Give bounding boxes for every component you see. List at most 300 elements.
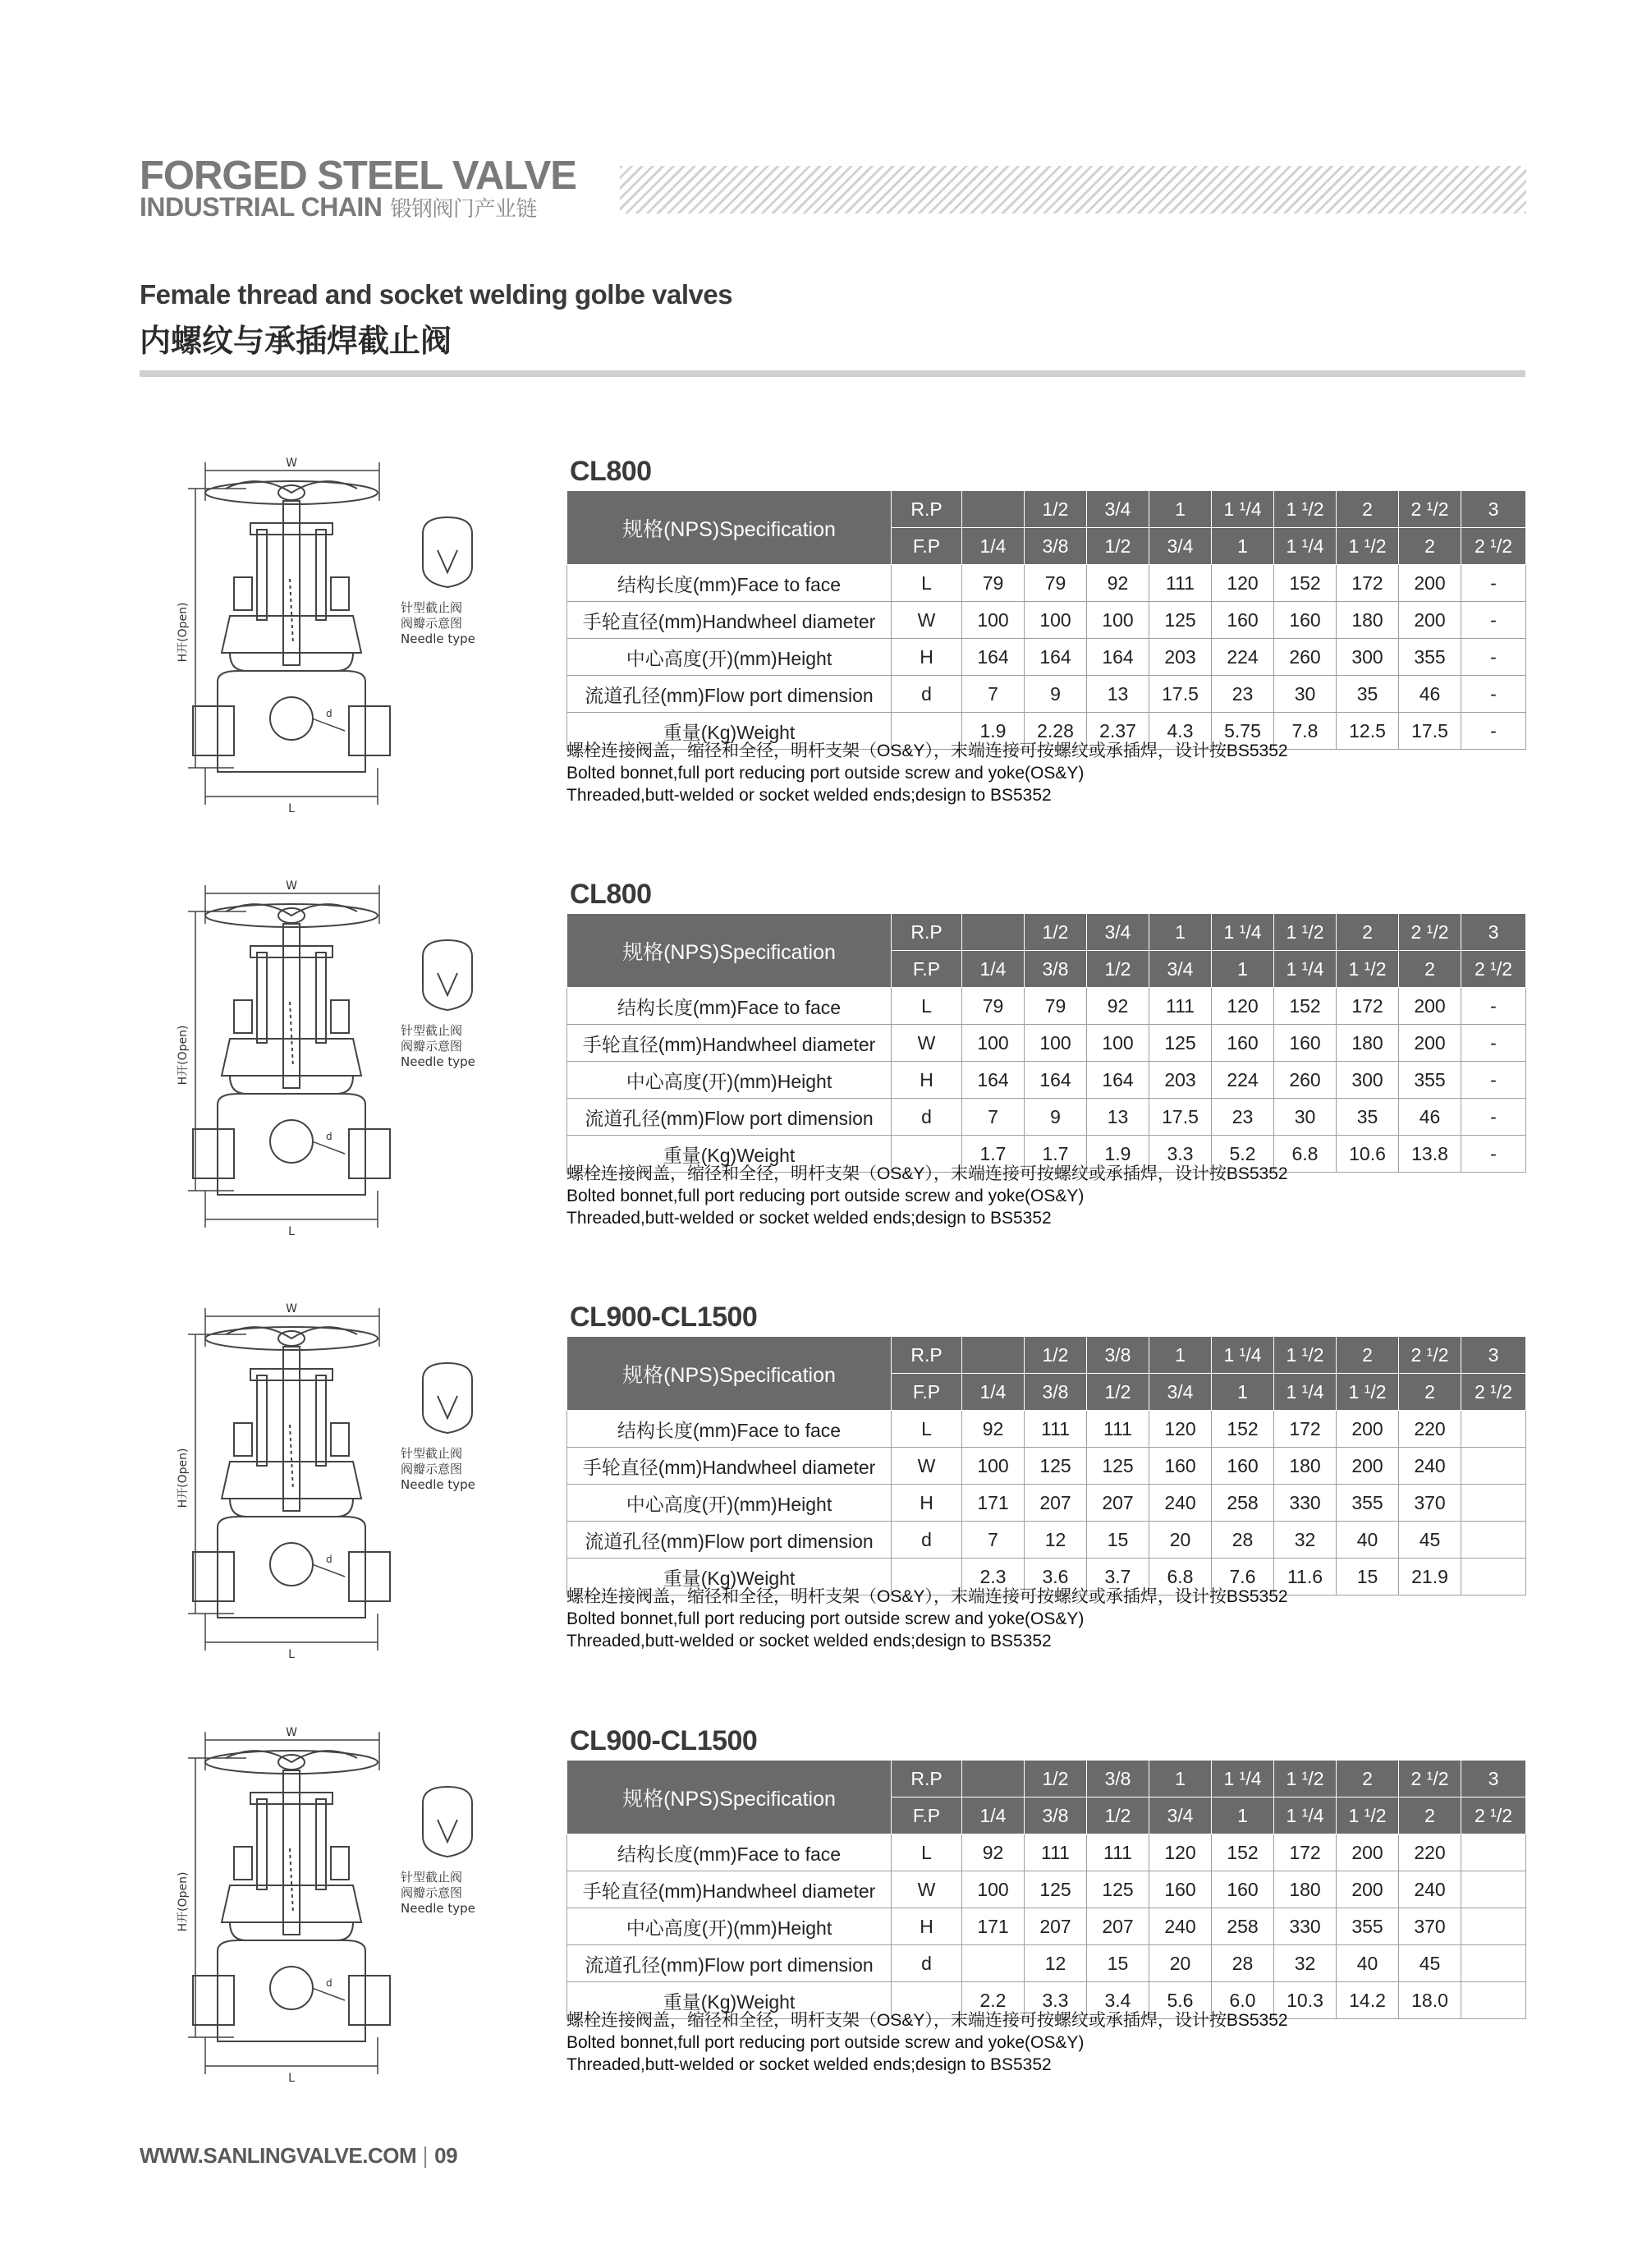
dim-l-label: L	[288, 802, 295, 815]
note-line-en2: Threaded,butt-welded or socket welded ends;design to BS5352	[566, 1632, 1052, 1650]
rp-size-cell	[962, 1761, 1025, 1797]
value-cell: 180	[1274, 1448, 1337, 1485]
note-line-cn: 螺栓连接阀盖，缩径和全径，明杆支架（OS&Y），末端连接可按螺纹或承插焊，设计按BS5352	[566, 2011, 1288, 2030]
rp-size-cell: 3	[1461, 914, 1526, 951]
pressure-class-title: CL800	[570, 456, 652, 487]
rp-size-cell: 2	[1337, 491, 1399, 528]
header-row-rp	[567, 1761, 1526, 1797]
rp-size-cell: 1 ¹/2	[1274, 491, 1337, 528]
table-row	[567, 1025, 1526, 1062]
fp-size-cell: 2 ¹/2	[1461, 1797, 1526, 1834]
fp-size-cell: 1/4	[962, 951, 1025, 988]
row-symbol-cell: d	[892, 1522, 962, 1559]
value-cell: 171	[962, 1908, 1025, 1945]
value-cell: 1.7	[962, 1136, 1025, 1173]
value-cell: 152	[1274, 565, 1337, 602]
value-cell: 6.0	[1212, 1982, 1274, 2019]
value-cell: 7.6	[1212, 1559, 1274, 1595]
value-cell: 355	[1337, 1908, 1399, 1945]
footer	[140, 2143, 457, 2169]
value-cell: 10.6	[1337, 1136, 1399, 1173]
row-symbol-cell: d	[892, 1945, 962, 1982]
value-cell: 46	[1399, 1099, 1461, 1136]
table-row	[567, 1448, 1526, 1485]
value-cell: 15	[1087, 1522, 1149, 1559]
dim-w-label: W	[286, 879, 297, 893]
value-cell: 125	[1087, 1448, 1149, 1485]
dim-l-label: L	[288, 1648, 295, 1661]
fp-label-cell: F.P	[892, 951, 962, 988]
fp-size-cell: 1 ¹/2	[1337, 951, 1399, 988]
rp-size-cell: 2	[1337, 914, 1399, 951]
value-cell: 45	[1399, 1522, 1461, 1559]
spec-block-1	[0, 456, 1642, 866]
value-cell: -	[1461, 1025, 1526, 1062]
value-cell: 200	[1337, 1448, 1399, 1485]
rp-size-cell: 3/4	[1087, 914, 1149, 951]
fp-size-cell: 1	[1212, 951, 1274, 988]
fp-size-cell: 1 ¹/2	[1337, 1797, 1399, 1834]
value-cell: 79	[1025, 988, 1087, 1025]
rp-size-cell: 3/8	[1087, 1337, 1149, 1374]
row-symbol-cell: W	[892, 602, 962, 639]
page-number: 09	[434, 2143, 458, 2168]
spec-header-cell: 规格(NPS)Specification	[567, 1761, 892, 1834]
value-cell: 2.2	[962, 1982, 1025, 2019]
value-cell: 160	[1149, 1871, 1212, 1908]
fp-size-cell: 3/8	[1025, 528, 1087, 565]
value-cell: 260	[1274, 1062, 1337, 1099]
value-cell	[962, 1945, 1025, 1982]
value-cell: 2.28	[1025, 713, 1087, 750]
value-cell: 172	[1337, 988, 1399, 1025]
header-subtitle-cn: 锻钢阀门产业链	[390, 196, 537, 221]
value-cell: 5.6	[1149, 1982, 1212, 2019]
value-cell: 160	[1212, 1448, 1274, 1485]
row-label-cell: 重量(Kg)Weight	[567, 1559, 892, 1595]
value-cell: 23	[1212, 1099, 1274, 1136]
dim-h-label: H开(Open)	[177, 1448, 190, 1508]
row-label-cell: 中心高度(开)(mm)Height	[567, 639, 892, 676]
rp-size-cell: 1/2	[1025, 914, 1087, 951]
value-cell: 6.8	[1274, 1136, 1337, 1173]
value-cell: 32	[1274, 1945, 1337, 1982]
value-cell: 100	[1025, 602, 1087, 639]
value-cell: 300	[1337, 639, 1399, 676]
fp-size-cell: 2 ¹/2	[1461, 951, 1526, 988]
fp-size-cell: 1/2	[1087, 528, 1149, 565]
value-cell: -	[1461, 639, 1526, 676]
fp-label-cell: F.P	[892, 1374, 962, 1411]
rp-size-cell: 2 ¹/2	[1399, 914, 1461, 951]
table-row	[567, 988, 1526, 1025]
fp-size-cell: 2	[1399, 951, 1461, 988]
spec-header-cell: 规格(NPS)Specification	[567, 491, 892, 565]
value-cell: 3.7	[1087, 1559, 1149, 1595]
fp-size-cell: 3/4	[1149, 951, 1212, 988]
value-cell: 79	[962, 988, 1025, 1025]
note-line-cn: 螺栓连接阀盖，缩径和全径，明杆支架（OS&Y），末端连接可按螺纹或承插焊，设计按BS5352	[566, 741, 1288, 760]
value-cell: 111	[1087, 1834, 1149, 1871]
fp-size-cell: 1/4	[962, 1374, 1025, 1411]
value-cell: 164	[962, 1062, 1025, 1099]
value-cell: 180	[1337, 602, 1399, 639]
value-cell: 152	[1212, 1411, 1274, 1448]
note-line-cn: 螺栓连接阀盖，缩径和全径，明杆支架（OS&Y），末端连接可按螺纹或承插焊，设计按BS5352	[566, 1164, 1288, 1183]
value-cell: -	[1461, 565, 1526, 602]
value-cell	[1461, 1485, 1526, 1522]
fp-size-cell: 1 ¹/4	[1274, 1797, 1337, 1834]
row-label-cell: 手轮直径(mm)Handwheel diameter	[567, 1871, 892, 1908]
spec-table	[566, 1760, 1526, 2019]
row-symbol-cell: L	[892, 565, 962, 602]
value-cell: 4.3	[1149, 713, 1212, 750]
fp-size-cell: 1	[1212, 1797, 1274, 1834]
rp-size-cell: 2	[1337, 1761, 1399, 1797]
value-cell: 20	[1149, 1522, 1212, 1559]
fp-size-cell: 1 ¹/2	[1337, 1374, 1399, 1411]
rp-size-cell: 3	[1461, 1761, 1526, 1797]
fp-size-cell: 1	[1212, 1374, 1274, 1411]
footer-separator	[424, 2146, 426, 2168]
rp-size-cell: 3	[1461, 1337, 1526, 1374]
table-row	[567, 1411, 1526, 1448]
value-cell: 207	[1087, 1485, 1149, 1522]
value-cell: 111	[1025, 1411, 1087, 1448]
section-title-en: Female thread and socket welding golbe valves	[140, 279, 733, 310]
fp-size-cell: 3/8	[1025, 951, 1087, 988]
value-cell: 18.0	[1399, 1982, 1461, 2019]
fp-size-cell: 1	[1212, 528, 1274, 565]
value-cell: 164	[1025, 639, 1087, 676]
fp-size-cell: 3/8	[1025, 1374, 1087, 1411]
spec-block-3	[0, 1302, 1642, 1712]
value-cell: 79	[1025, 565, 1087, 602]
row-symbol-cell: W	[892, 1448, 962, 1485]
row-symbol-cell: H	[892, 1485, 962, 1522]
fp-size-cell: 1 ¹/2	[1337, 528, 1399, 565]
value-cell: 125	[1025, 1871, 1087, 1908]
value-cell	[1461, 1945, 1526, 1982]
value-cell: 207	[1087, 1908, 1149, 1945]
value-cell: 3.3	[1025, 1982, 1087, 2019]
value-cell: 355	[1399, 639, 1461, 676]
value-cell	[1461, 1522, 1526, 1559]
needle-label-cn2: 阀瓣示意图	[401, 616, 463, 631]
fp-size-cell: 1/4	[962, 528, 1025, 565]
value-cell: 160	[1212, 602, 1274, 639]
rp-size-cell: 3/4	[1087, 491, 1149, 528]
rp-size-cell: 3/8	[1087, 1761, 1149, 1797]
fp-size-cell: 1 ¹/4	[1274, 528, 1337, 565]
rp-size-cell: 1 ¹/4	[1212, 1337, 1274, 1374]
value-cell: 92	[1087, 988, 1149, 1025]
value-cell: 12	[1025, 1945, 1087, 1982]
value-cell	[1461, 1411, 1526, 1448]
row-label-cell: 结构长度(mm)Face to face	[567, 565, 892, 602]
dim-l-label: L	[288, 1225, 295, 1238]
table-row	[567, 1522, 1526, 1559]
needle-label-cn1: 针型截止阀	[401, 600, 463, 615]
fp-size-cell: 2	[1399, 528, 1461, 565]
rp-label-cell: R.P	[892, 1761, 962, 1797]
value-cell: 224	[1212, 1062, 1274, 1099]
value-cell: 92	[962, 1411, 1025, 1448]
needle-label-en: Needle type	[401, 1901, 475, 1916]
value-cell: 125	[1025, 1448, 1087, 1485]
row-label-cell: 手轮直径(mm)Handwheel diameter	[567, 602, 892, 639]
value-cell: 180	[1274, 1871, 1337, 1908]
value-cell: 92	[962, 1834, 1025, 1871]
spec-table	[566, 913, 1526, 1173]
value-cell: 152	[1212, 1834, 1274, 1871]
row-label-cell: 手轮直径(mm)Handwheel diameter	[567, 1025, 892, 1062]
value-cell: -	[1461, 1062, 1526, 1099]
dim-w-label: W	[286, 1726, 297, 1739]
value-cell: -	[1461, 676, 1526, 713]
table-row	[567, 1871, 1526, 1908]
row-label-cell: 结构长度(mm)Face to face	[567, 1834, 892, 1871]
rp-label-cell: R.P	[892, 1337, 962, 1374]
value-cell: 200	[1399, 565, 1461, 602]
spec-table	[566, 1336, 1526, 1595]
value-cell: 171	[962, 1485, 1025, 1522]
pressure-class-title: CL800	[570, 879, 652, 910]
value-cell: -	[1461, 713, 1526, 750]
value-cell	[1461, 1834, 1526, 1871]
row-symbol-cell: H	[892, 639, 962, 676]
value-cell: 111	[1087, 1411, 1149, 1448]
fp-size-cell: 1/2	[1087, 1374, 1149, 1411]
value-cell: 220	[1399, 1834, 1461, 1871]
value-cell	[1461, 1871, 1526, 1908]
value-cell: 100	[962, 1025, 1025, 1062]
value-cell: 370	[1399, 1908, 1461, 1945]
table-row	[567, 676, 1526, 713]
value-cell: 100	[962, 1871, 1025, 1908]
value-cell: 20	[1149, 1945, 1212, 1982]
value-cell: 5.2	[1212, 1136, 1274, 1173]
value-cell: 240	[1399, 1448, 1461, 1485]
note-line-en1: Bolted bonnet,full port reducing port outside screw and yoke(OS&Y)	[566, 2033, 1085, 2052]
value-cell: 40	[1337, 1522, 1399, 1559]
fp-label-cell: F.P	[892, 1797, 962, 1834]
fp-size-cell: 3/4	[1149, 528, 1212, 565]
fp-label-cell: F.P	[892, 528, 962, 565]
needle-label-en: Needle type	[401, 1477, 475, 1492]
value-cell: 220	[1399, 1411, 1461, 1448]
value-cell: 160	[1212, 1871, 1274, 1908]
valve-drawing	[168, 879, 497, 1248]
row-label-cell: 重量(Kg)Weight	[567, 713, 892, 750]
pressure-class-title: CL900-CL1500	[570, 1725, 758, 1756]
value-cell: 100	[1025, 1025, 1087, 1062]
value-cell: 207	[1025, 1485, 1087, 1522]
value-cell: 111	[1149, 565, 1212, 602]
fp-size-cell: 1 ¹/4	[1274, 1374, 1337, 1411]
value-cell: 30	[1274, 676, 1337, 713]
rp-size-cell	[962, 1337, 1025, 1374]
dim-d-label: d	[326, 1131, 333, 1142]
value-cell: 172	[1274, 1834, 1337, 1871]
value-cell: 35	[1337, 676, 1399, 713]
note-line-en1: Bolted bonnet,full port reducing port outside screw and yoke(OS&Y)	[566, 764, 1085, 783]
note-line-en2: Threaded,butt-welded or socket welded ends;design to BS5352	[566, 786, 1052, 805]
table-row	[567, 1834, 1526, 1871]
value-cell: 7.8	[1274, 713, 1337, 750]
rp-size-cell: 1 ¹/4	[1212, 491, 1274, 528]
fp-size-cell: 3/4	[1149, 1797, 1212, 1834]
table-row	[567, 1908, 1526, 1945]
rp-size-cell: 1/2	[1025, 1337, 1087, 1374]
rp-size-cell: 1 ¹/4	[1212, 914, 1274, 951]
value-cell: 15	[1337, 1559, 1399, 1595]
rp-size-cell	[962, 491, 1025, 528]
note-line-en1: Bolted bonnet,full port reducing port outside screw and yoke(OS&Y)	[566, 1187, 1085, 1205]
spec-block-2	[0, 879, 1642, 1289]
needle-label-en: Needle type	[401, 1054, 475, 1069]
value-cell: 300	[1337, 1062, 1399, 1099]
needle-label-cn1: 针型截止阀	[401, 1023, 463, 1038]
spec-notes	[566, 1586, 1288, 1652]
row-label-cell: 重量(Kg)Weight	[567, 1136, 892, 1173]
value-cell: 200	[1337, 1834, 1399, 1871]
value-cell: 17.5	[1149, 1099, 1212, 1136]
row-symbol-cell: L	[892, 1834, 962, 1871]
value-cell: 160	[1149, 1448, 1212, 1485]
row-label-cell: 流道孔径(mm)Flow port dimension	[567, 1099, 892, 1136]
value-cell: 79	[962, 565, 1025, 602]
spec-block-4	[0, 1725, 1642, 2136]
dim-h-label: H开(Open)	[177, 1025, 190, 1086]
table-row	[567, 602, 1526, 639]
row-symbol-cell: d	[892, 1099, 962, 1136]
note-line-en2: Threaded,butt-welded or socket welded ends;design to BS5352	[566, 1209, 1052, 1228]
value-cell: 3.4	[1087, 1982, 1149, 2019]
value-cell: 370	[1399, 1485, 1461, 1522]
value-cell: 125	[1149, 602, 1212, 639]
header-title: FORGED STEEL VALVE	[140, 154, 576, 198]
value-cell: 240	[1149, 1908, 1212, 1945]
value-cell: 355	[1337, 1485, 1399, 1522]
valve-drawing	[168, 456, 497, 825]
value-cell: 32	[1274, 1522, 1337, 1559]
value-cell: 330	[1274, 1908, 1337, 1945]
rp-size-cell: 1/2	[1025, 491, 1087, 528]
row-label-cell: 手轮直径(mm)Handwheel diameter	[567, 1448, 892, 1485]
rp-size-cell: 1 ¹/2	[1274, 1761, 1337, 1797]
value-cell: 355	[1399, 1062, 1461, 1099]
row-label-cell: 结构长度(mm)Face to face	[567, 988, 892, 1025]
value-cell: 152	[1274, 988, 1337, 1025]
value-cell: 13.8	[1399, 1136, 1461, 1173]
row-symbol-cell: W	[892, 1871, 962, 1908]
header-row-rp	[567, 914, 1526, 951]
value-cell: 120	[1149, 1411, 1212, 1448]
value-cell: 1.9	[962, 713, 1025, 750]
value-cell: 120	[1212, 988, 1274, 1025]
fp-size-cell: 1/4	[962, 1797, 1025, 1834]
fp-size-cell: 2 ¹/2	[1461, 1374, 1526, 1411]
dim-w-label: W	[286, 1302, 297, 1315]
fp-size-cell: 2	[1399, 1797, 1461, 1834]
row-symbol-cell: L	[892, 988, 962, 1025]
needle-label-cn2: 阀瓣示意图	[401, 1885, 463, 1900]
row-label-cell: 流道孔径(mm)Flow port dimension	[567, 1945, 892, 1982]
value-cell: 7	[962, 1099, 1025, 1136]
rp-size-cell: 2 ¹/2	[1399, 1337, 1461, 1374]
needle-label-cn2: 阀瓣示意图	[401, 1039, 463, 1054]
value-cell: 7	[962, 1522, 1025, 1559]
value-cell: 12	[1025, 1522, 1087, 1559]
row-symbol-cell: W	[892, 1025, 962, 1062]
rp-size-cell: 1/2	[1025, 1761, 1087, 1797]
value-cell	[1461, 1908, 1526, 1945]
rp-size-cell: 2 ¹/2	[1399, 1761, 1461, 1797]
row-symbol-cell: d	[892, 676, 962, 713]
value-cell: 164	[962, 639, 1025, 676]
rp-size-cell: 1	[1149, 914, 1212, 951]
value-cell: 207	[1025, 1908, 1087, 1945]
value-cell: 100	[1087, 1025, 1149, 1062]
rp-label-cell: R.P	[892, 491, 962, 528]
dim-d-label: d	[326, 1977, 333, 1989]
row-label-cell: 流道孔径(mm)Flow port dimension	[567, 1522, 892, 1559]
value-cell: 30	[1274, 1099, 1337, 1136]
value-cell	[1461, 1982, 1526, 2019]
spec-header-cell: 规格(NPS)Specification	[567, 914, 892, 988]
value-cell: 6.8	[1149, 1559, 1212, 1595]
fp-size-cell: 3/8	[1025, 1797, 1087, 1834]
value-cell: 203	[1149, 1062, 1212, 1099]
value-cell: 23	[1212, 676, 1274, 713]
section-divider	[140, 370, 1525, 377]
value-cell: -	[1461, 988, 1526, 1025]
fp-size-cell: 3/4	[1149, 1374, 1212, 1411]
value-cell: 3.3	[1149, 1136, 1212, 1173]
rp-size-cell: 1	[1149, 1761, 1212, 1797]
row-label-cell: 流道孔径(mm)Flow port dimension	[567, 676, 892, 713]
value-cell: 12.5	[1337, 713, 1399, 750]
value-cell: 11.6	[1274, 1559, 1337, 1595]
value-cell: 3.6	[1025, 1559, 1087, 1595]
value-cell: 200	[1399, 602, 1461, 639]
value-cell: 120	[1212, 565, 1274, 602]
table-row	[567, 565, 1526, 602]
value-cell: 17.5	[1399, 713, 1461, 750]
value-cell: 224	[1212, 639, 1274, 676]
rp-size-cell	[962, 914, 1025, 951]
value-cell: 172	[1274, 1411, 1337, 1448]
table-row	[567, 639, 1526, 676]
value-cell: 258	[1212, 1908, 1274, 1945]
spec-table	[566, 490, 1526, 750]
pressure-class-title: CL900-CL1500	[570, 1302, 758, 1333]
value-cell: -	[1461, 1136, 1526, 1173]
fp-size-cell: 1 ¹/4	[1274, 951, 1337, 988]
table-row	[567, 1485, 1526, 1522]
value-cell: 120	[1149, 1834, 1212, 1871]
dim-d-label: d	[326, 708, 333, 719]
row-symbol-cell: H	[892, 1908, 962, 1945]
value-cell: 92	[1087, 565, 1149, 602]
value-cell: 111	[1149, 988, 1212, 1025]
value-cell: 160	[1212, 1025, 1274, 1062]
value-cell: 46	[1399, 676, 1461, 713]
footer-website[interactable]: WWW.SANLINGVALVE.COM	[140, 2143, 417, 2168]
rp-label-cell: R.P	[892, 914, 962, 951]
value-cell: 9	[1025, 676, 1087, 713]
